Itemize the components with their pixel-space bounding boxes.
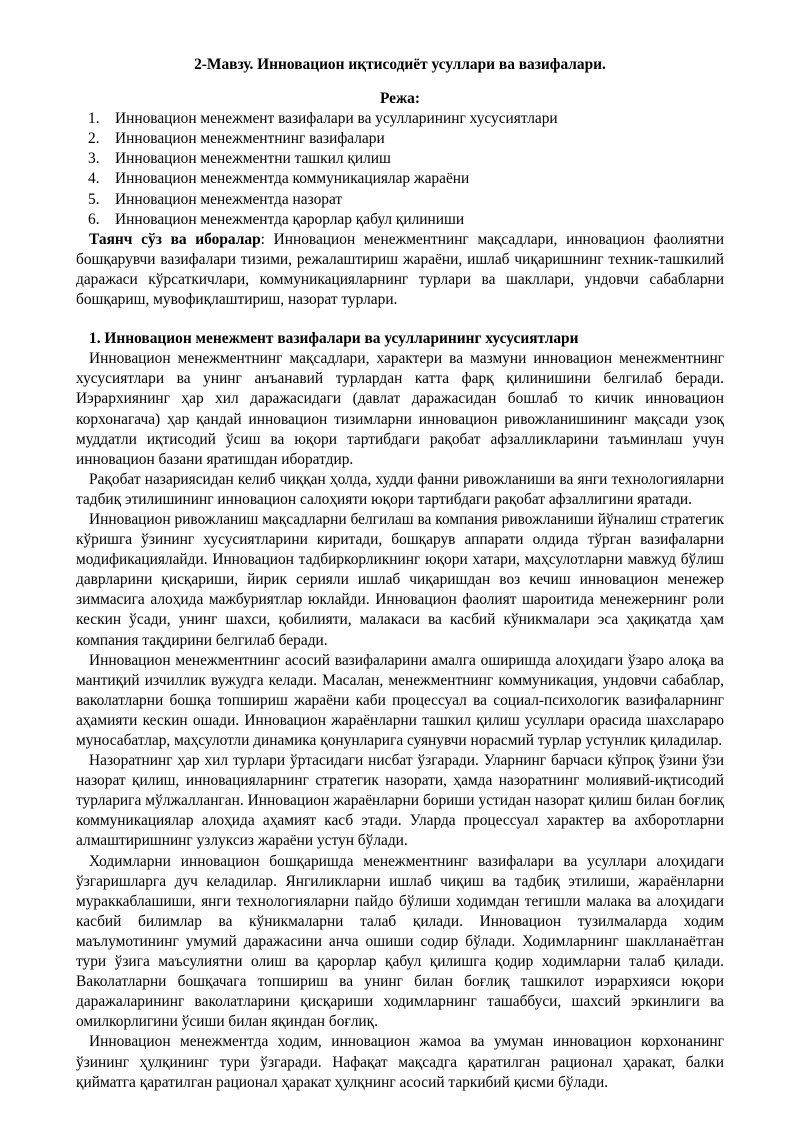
- plan-item: 1. Инновацион менежмент вазифалари ва усулларининг хусусиятлари: [88, 110, 558, 128]
- section-heading: 1. Инновацион менежмент вазифалари ва усулларининг хусусиятлари: [89, 330, 579, 348]
- body-paragraph: Инновацион менежментда ходим, инновацион жамоа ва умуман инновацион корхонанинг ўзининг ҳулқининг тури ўзгаради. Нафақат мақсадга қаратилган рационал ҳаракат, балки қийматга қаратилган рационал ҳаракат ҳулқнинг асосий таркибий қисми бўлади.: [76, 1033, 724, 1091]
- keywords-paragraph: [76, 230, 724, 310]
- plan-list: [76, 109, 724, 230]
- body-paragraph: Назоратнинг ҳар хил турлари ўртасидаги нисбат ўзгаради. Уларнинг барчаси кўпроқ ўзини ўзи назорат қилиш, инновацияларнинг стратегик назорати, ҳамда назоратнинг молиявий-иқтисодий турларига мўлжалланган. Инновацион жараёнларни бориши устидан назорат қилиш билан боғлиқ коммуникациялар алоҳида аҳамият касб этади. Уларда процессуал характер ва ахборотларни алмаштиришнинг узлуксиз жараёни устун бўлади.: [76, 752, 724, 850]
- plan-item: 2. Инновацион менежментнинг вазифалари: [88, 130, 385, 148]
- plan-item: 5. Инновацион менежментда назорат: [88, 190, 343, 208]
- keywords-text: : Инновацион менежментнинг мақсадлари, инновацион фаолиятни бошқарувчи вазифалари тизими, режалаштириш жараёни, ишлаб чиқаришнинг техник-ташкилий даражаси кўрсаткичлари, коммуникацияларнинг турлари ва шакллари, ундовчи сабабларни бошқариш, мувофиқлаштириш, назорат турлари.: [76, 230, 724, 309]
- plan-item: 3. Инновацион менежментни ташкил қилиш: [88, 150, 391, 168]
- plan-item: 4. Инновацион менежментда коммуникациялар жараёни: [88, 170, 470, 188]
- spacer: [76, 310, 724, 329]
- document-page: [76, 55, 724, 1093]
- body-paragraph: Инновацион ривожланиш мақсадларни белгилаш ва компания ривожланиши йўналиш стратегик кўришга ўзининг хусусиятларини киритади, бошқарув аппарати олдида тўрган вазифаларни модификациялайди. Инновацион тадбиркорликнинг юқори хатари, маҳсулотларни мавжуд бўлиш даврларини қисқариши, йирик серияли ишлаб чиқаришдан воз кечиш инновацион менежер зиммасига алоҳида мажбуриятлар юклайди. Инновацион фаолият шароитида менежернинг роли кескин ўсади, унинг шахси, қобилияти, малакаси ва касбий кўникмалари эса ҳақиқатда ҳам компания тақдирини белгилаб беради.: [76, 510, 724, 649]
- body-paragraph: Инновацион менежментнинг мақсадлари, характери ва мазмуни инновацион менежментнинг хусусиятлари ва унинг анъанавий турлардан катта фарқ қилинишини белгилаб беради. Иэрархиянинг ҳар хил даражасидаги (давлат даражасидан бошлаб то кичик инновацион корхонагача) ҳар қандай инновацион тизимларни инновацион ривожланишининг мақсади узоқ муддатли иқтисодий ўсиш ва юқори тартибдаги рақобат афзалликларини таъминлаш учун инновацион базани яратишдан иборатдир.: [76, 350, 724, 468]
- keywords-label: Таянч сўз ва иборалар: [89, 230, 261, 248]
- body-paragraph: Рақобат назариясидан келиб чиққан ҳолда, худди фанни ривожланиши ва янги технологияларни тадбиқ этилишининг инновацион салоҳияти юқори тартибдаги рақобат афзаллигини яратади.: [76, 470, 724, 508]
- plan-item: 6. Инновацион менежментда қарорлар қабул қилиниши: [88, 210, 465, 228]
- plan-heading: Режа:: [379, 90, 420, 108]
- body-paragraph: Ходимларни инновацион бошқаришда менежментнинг вазифалари ва усуллари алоҳидаги ўзгаришларга дуч келадилар. Янгиликларни ишлаб чиқиш ва тадбиқ этилиши, жараёнларни мураккаблашиши, янги технологияларни пайдо бўлиши ходимдан тегишли малака ва алоҳидаги касбий билимлар ва кўникмаларни талаб қилади. Инновацион тузилмаларда ходим маълумотининг умумий даражасини анча ошиши содир бўлади. Ходимларнинг шаклланаётган тури ўзига маъсулиятни олиш ва қарорлар қабул қилишга қодир ходимларни талаб қилади. Ваколатларни бошқачага топшириш ва унинг билан боғлиқ ташкилот иэрархияси юқори даражаларининг ваколатларини қисқариши ходимларнинг ташаббуси, шахсий эркинлиги ва омилкорлигини ўсиши билан яқиндан боғлиқ.: [76, 852, 724, 1031]
- body-paragraph: Инновацион менежментнинг асосий вазифаларини амалга оширишда алоҳидаги ўзаро алоқа ва мантиқий изчиллик вужудга келади. Масалан, менежментнинг коммуникация, ундовчи сабаблар, ваколатларни бошқа топшириш жараёни каби процессуал ва социал-психологик вазифаларнинг аҳамияти кескин ошади. Инновацион жараёнларни ташкил қилиш усуллари орасида шахслараро муносабатлар, маҳсулотли динамика қонунларига суянувчи норасмий турлар устунлик қиладилар.: [76, 651, 724, 749]
- document-title: 2-Мавзу. Инновацион иқтисодиёт усуллари ва вазифалари.: [194, 56, 606, 73]
